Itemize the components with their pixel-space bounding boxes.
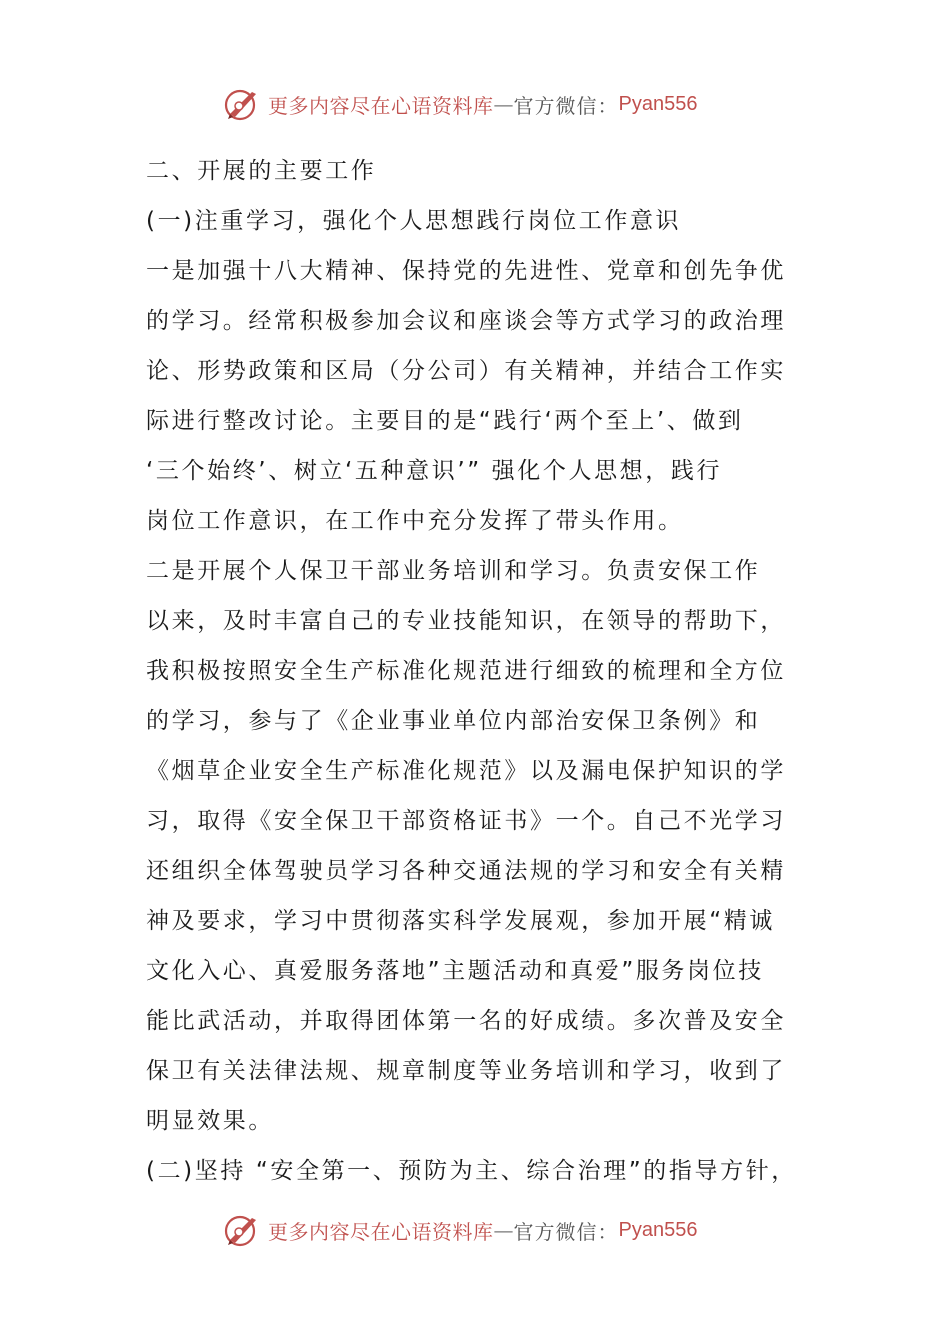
banner-wechat-id: Pyan556 xyxy=(618,92,698,115)
text-line: 的学习。经常积极参加会议和座谈会等方式学习的政治理 xyxy=(146,308,786,334)
section-heading: 二、开展的主要工作 xyxy=(146,158,377,184)
text-line: 以来，及时丰富自己的专业技能知识，在领导的帮助下， xyxy=(146,608,786,634)
text-line: 文化入心、真爱服务落地”主题活动和真爱”服务岗位技 xyxy=(146,958,764,984)
text-line: 二是开展个人保卫干部业务培训和学习。负责安保工作 xyxy=(146,558,761,584)
text-line: 际进行整改讨论。主要目的是“践行‘两个至上’、做到 xyxy=(146,408,744,434)
document-body xyxy=(146,146,810,1196)
text-line: 神及要求，学习中贯彻落实科学发展观，参加开展“精诚 xyxy=(146,908,775,934)
text-line: 的学习，参与了《企业事业单位内部治安保卫条例》和 xyxy=(146,708,761,734)
text-line: 《烟草企业安全生产标准化规范》以及漏电保护知识的学 xyxy=(146,758,786,784)
text-line: 我积极按照安全生产标准化规范进行细致的梳理和全方位 xyxy=(146,658,786,684)
pen-circle-icon xyxy=(222,1210,262,1250)
banner-wechat-label: 官方微信： xyxy=(513,1219,619,1244)
text-line: 论、形势政策和区局（分公司）有关精神，并结合工作实 xyxy=(146,358,786,384)
banner-wechat-id: Pyan556 xyxy=(618,1218,698,1241)
text-line: 还组织全体驾驶员学习各种交通法规的学习和安全有关精 xyxy=(146,858,786,884)
banner-separator: — xyxy=(493,92,514,116)
text-line: 一是加强十八大精神、保持党的先进性、党章和创先争优 xyxy=(146,258,786,284)
footer-banner xyxy=(222,1210,742,1250)
text-line: 岗位工作意识，在工作中充分发挥了带头作用。 xyxy=(146,508,684,534)
text-line: ‘三个始终’、树立‘五种意识’” 强化个人思想，践行 xyxy=(146,458,723,484)
banner-text: 更多内容尽在心语资料库 xyxy=(268,1219,494,1244)
subsection-heading: (一)注重学习，强化个人思想践行岗位工作意识 xyxy=(146,208,682,234)
header-banner xyxy=(222,84,742,124)
text-line: 明显效果。 xyxy=(146,1108,274,1134)
text-line: 习，取得《安全保卫干部资格证书》一个。自己不光学习 xyxy=(146,808,786,834)
banner-separator: — xyxy=(493,1218,514,1242)
banner-wechat-label: 官方微信： xyxy=(513,93,619,118)
text-line: 保卫有关法律法规、规章制度等业务培训和学习，收到了 xyxy=(146,1058,786,1084)
pen-circle-icon xyxy=(222,84,262,124)
banner-text: 更多内容尽在心语资料库 xyxy=(268,93,494,118)
subsection-heading: (二)坚持 “安全第一、预防为主、综合治理”的指导方针， xyxy=(146,1158,797,1184)
text-line: 能比武活动，并取得团体第一名的好成绩。多次普及安全 xyxy=(146,1008,786,1034)
